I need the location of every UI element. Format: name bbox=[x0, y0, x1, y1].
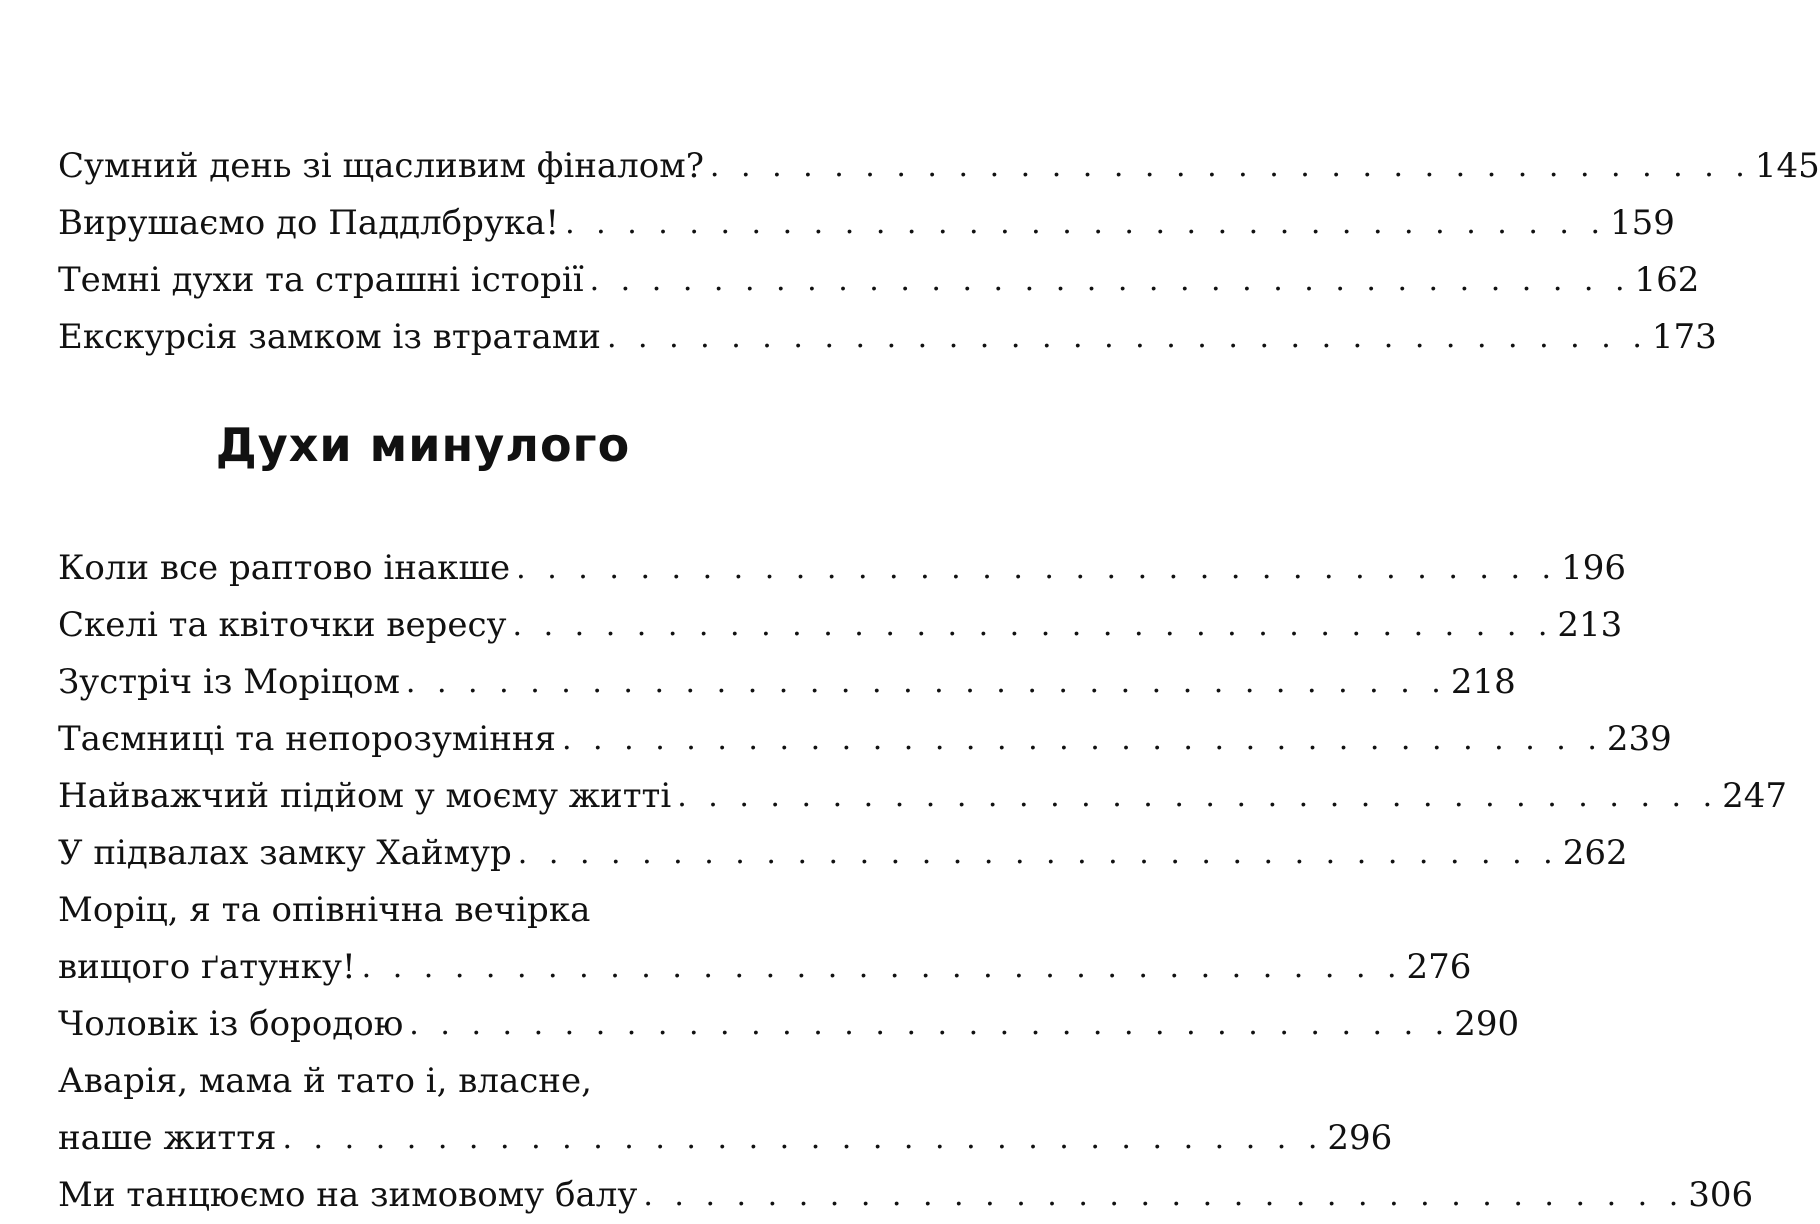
toc-entry-page: 218 bbox=[1450, 662, 1516, 702]
toc-entry-page: 276 bbox=[1406, 947, 1472, 987]
toc-entry[interactable] bbox=[58, 996, 1520, 1053]
dot-leader: . . . . . . . . . . . . . . . . . . . . . . . . . . . . . . . . . . bbox=[561, 722, 1603, 757]
toc-entry[interactable] bbox=[58, 138, 1820, 195]
toc-entry-page: 213 bbox=[1557, 605, 1623, 645]
toc-entry-page: 173 bbox=[1651, 317, 1717, 357]
toc-entry-title: У підвалах замку Хаймур bbox=[58, 833, 512, 873]
dot-leader: . . . . . . . . . . . . . . . . . . . . . . . . . . . . . . . . . . bbox=[512, 608, 1554, 643]
toc-entry-page: 159 bbox=[1610, 203, 1675, 243]
toc-entry[interactable] bbox=[58, 597, 1623, 654]
toc-entry[interactable] bbox=[58, 882, 1472, 996]
toc-entry[interactable] bbox=[58, 252, 1700, 309]
toc-entry-page: 247 bbox=[1722, 776, 1788, 816]
dot-leader: . . . . . . . . . . . . . . . . . . . . . . . . . . . . . . . . . . bbox=[709, 149, 1751, 184]
toc-entry[interactable] bbox=[58, 1053, 1393, 1167]
toc-list-part-one bbox=[58, 138, 1820, 366]
toc-entry[interactable] bbox=[58, 825, 1628, 882]
dot-leader: . . . . . . . . . . . . . . . . . . . . . . . . . . . . . . . . . . bbox=[516, 551, 1558, 586]
toc-entry-title: Ми танцюємо на зимовому балу bbox=[58, 1175, 638, 1215]
dot-leader: . . . . . . . . . . . . . . . . . . . . . . . . . . . . . . . . . . bbox=[677, 779, 1719, 814]
toc-entry-title: Темні духи та страшні історії bbox=[58, 260, 584, 300]
toc-entry-title: Екскурсія замком із втратами bbox=[58, 317, 601, 357]
toc-entry[interactable] bbox=[58, 654, 1516, 711]
dot-leader: . . . . . . . . . . . . . . . . . . . . . . . . . . . . . . . . . . bbox=[361, 950, 1403, 985]
toc-entry[interactable] bbox=[58, 195, 1675, 252]
toc-entry[interactable] bbox=[58, 711, 1672, 768]
toc-entry-title: Сумний день зі щасливим фіналом? bbox=[58, 146, 704, 186]
toc-entry[interactable] bbox=[58, 768, 1788, 825]
dot-leader: . . . . . . . . . . . . . . . . . . . . . . . . . . . . . . . . . . bbox=[589, 263, 1631, 298]
toc-entry-page: 239 bbox=[1606, 719, 1672, 759]
toc-entry-title-line1: Аварія, мама й тато і, власне, bbox=[58, 1061, 592, 1101]
toc-entry-page: 196 bbox=[1561, 548, 1626, 588]
section-heading: Духи минулого bbox=[215, 418, 631, 472]
toc-list-part-two bbox=[58, 540, 1788, 1224]
toc-entry-page: 290 bbox=[1454, 1004, 1520, 1044]
toc-entry-title-line2: вищого ґатунку! bbox=[58, 947, 356, 987]
toc-entry-title: Скелі та квіточки вересу bbox=[58, 605, 507, 645]
dot-leader: . . . . . . . . . . . . . . . . . . . . . . . . . . . . . . . . . . bbox=[409, 1007, 1451, 1042]
toc-entry[interactable] bbox=[58, 309, 1717, 366]
toc-entry-title: Таємниці та непорозуміння bbox=[58, 719, 556, 759]
toc-entry-title: Чоловік із бородою bbox=[58, 1004, 404, 1044]
dot-leader: . . . . . . . . . . . . . . . . . . . . . . . . . . . . . . . . . . bbox=[517, 836, 1559, 871]
toc-entry-page: 296 bbox=[1327, 1118, 1393, 1158]
toc-entry-title-line1: Моріц, я та опівнічна вечірка bbox=[58, 890, 591, 930]
toc-entry[interactable] bbox=[58, 540, 1626, 597]
dot-leader: . . . . . . . . . . . . . . . . . . . . . . . . . . . . . . . . . . bbox=[405, 665, 1447, 700]
toc-entry-title: Найважчий підйом у моєму житті bbox=[58, 776, 672, 816]
dot-leader: . . . . . . . . . . . . . . . . . . . . . . . . . . . . . . . . . . bbox=[643, 1178, 1685, 1213]
toc-entry-page: 162 bbox=[1634, 260, 1700, 300]
toc-entry-title: Зустріч із Моріцом bbox=[58, 662, 400, 702]
dot-leader: . . . . . . . . . . . . . . . . . . . . . . . . . . . . . . . . . . bbox=[282, 1121, 1324, 1156]
toc-entry-page: 145 bbox=[1754, 146, 1820, 186]
dot-leader: . . . . . . . . . . . . . . . . . . . . . . . . . . . . . . . . . . bbox=[565, 206, 1607, 241]
toc-entry-title-line2: наше життя bbox=[58, 1118, 277, 1158]
toc-entry-page: 306 bbox=[1688, 1175, 1754, 1215]
toc-entry[interactable] bbox=[58, 1167, 1754, 1224]
toc-entry-title: Коли все раптово інакше bbox=[58, 548, 511, 588]
toc-entry-title: Вирушаємо до Паддлбрука! bbox=[58, 203, 560, 243]
toc-entry-page: 262 bbox=[1562, 833, 1628, 873]
dot-leader: . . . . . . . . . . . . . . . . . . . . . . . . . . . . . . . . . . bbox=[606, 320, 1648, 355]
